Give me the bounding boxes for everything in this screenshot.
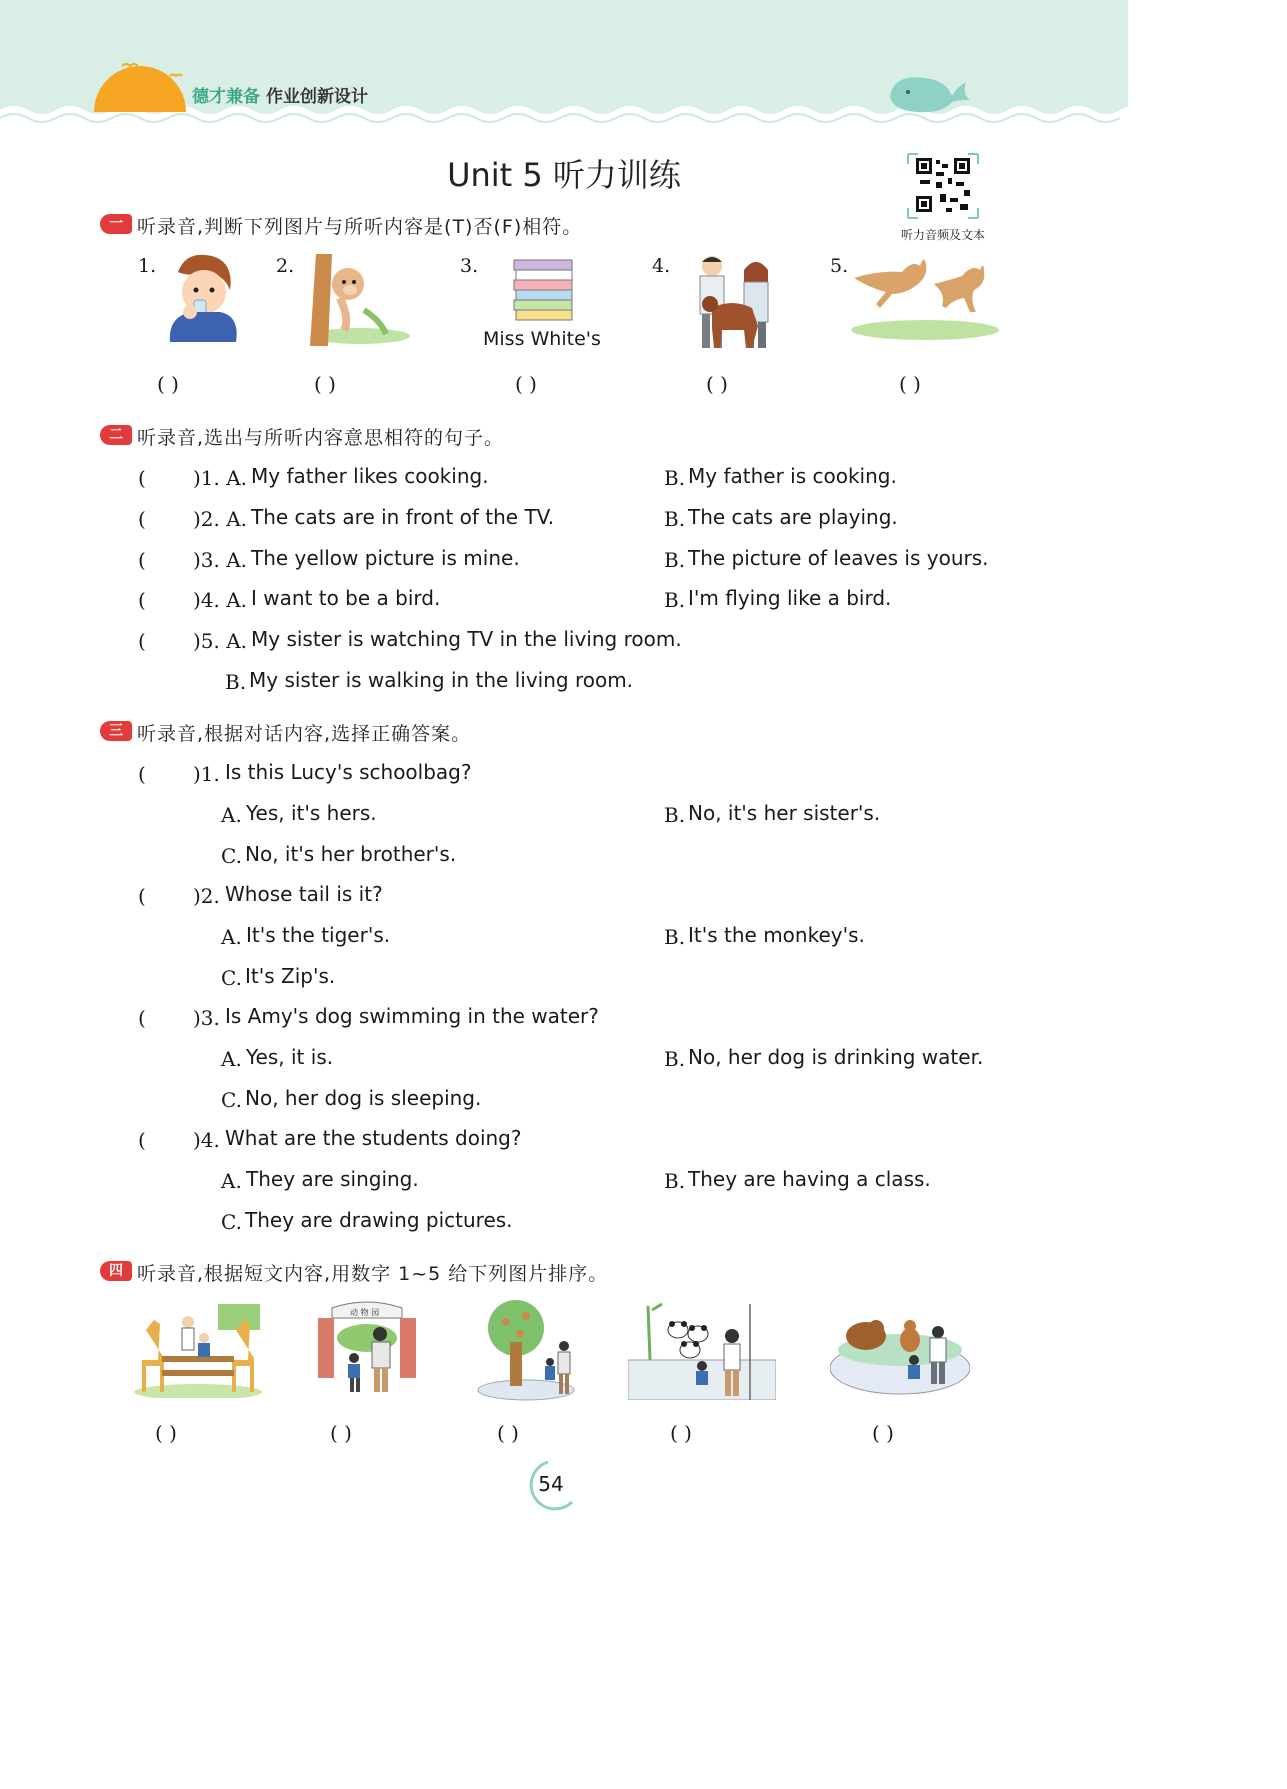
section-title-1: 听录音,判断下列图片与所听内容是(T)否(F)相符。 bbox=[137, 216, 583, 238]
monkeys-tree-picture bbox=[476, 1298, 576, 1402]
item-number-1: 1. bbox=[138, 255, 157, 277]
option-c-label: C. bbox=[221, 966, 242, 990]
item-number: )2. A. bbox=[193, 507, 248, 531]
option-b-text: The picture of leaves is yours. bbox=[688, 546, 989, 570]
option-b-label: B. bbox=[664, 925, 686, 949]
qr-label: 听力音频及文本 bbox=[900, 228, 985, 242]
section-title-2: 听录音,选出与所听内容意思相符的句子。 bbox=[137, 427, 505, 449]
option-a-text: Yes, it is. bbox=[246, 1045, 334, 1069]
order-blank-5[interactable]: ( ) bbox=[872, 1421, 894, 1445]
option-a-text: The cats are in front of the TV. bbox=[251, 505, 555, 529]
option-a-text: It's the tiger's. bbox=[246, 923, 391, 947]
question-text: Whose tail is it? bbox=[225, 882, 383, 906]
question-number: )3. bbox=[193, 1006, 220, 1030]
option-c-text: No, her dog is sleeping. bbox=[245, 1086, 482, 1110]
monkey-tree-picture bbox=[298, 250, 410, 346]
section-title-4: 听录音,根据短文内容,用数字 1~5 给下列图片排序。 bbox=[137, 1263, 609, 1285]
option-c-text: No, it's her brother's. bbox=[245, 842, 457, 866]
section-badge-1: 一 bbox=[100, 214, 132, 234]
section-badge-2: 二 bbox=[100, 425, 132, 445]
section-title-3: 听录音,根据对话内容,选择正确答案。 bbox=[137, 723, 472, 745]
answer-open-paren[interactable]: ( bbox=[138, 884, 146, 908]
people-with-dog-picture bbox=[682, 252, 786, 356]
option-a-text: I want to be a bird. bbox=[251, 586, 441, 610]
order-blank-3[interactable]: ( ) bbox=[497, 1421, 519, 1445]
zoo-gate-picture bbox=[312, 1298, 422, 1398]
option-b-text: They are having a class. bbox=[688, 1167, 931, 1191]
option-b-text: No, her dog is drinking water. bbox=[688, 1045, 984, 1069]
brand-title bbox=[192, 82, 368, 107]
question-number: )1. bbox=[193, 762, 220, 786]
brand-dark: 作业创新设计 bbox=[266, 87, 368, 107]
question-text: Is Amy's dog swimming in the water? bbox=[225, 1004, 599, 1028]
giraffes-scene-picture bbox=[132, 1300, 262, 1398]
question-text: What are the students doing? bbox=[225, 1126, 522, 1150]
whale-icon bbox=[884, 66, 976, 116]
option-c-text: They are drawing pictures. bbox=[245, 1208, 513, 1232]
option-b-text: My father is cooking. bbox=[688, 464, 897, 488]
answer-open-paren[interactable]: ( bbox=[138, 507, 146, 531]
kangaroos-picture bbox=[850, 250, 1000, 346]
option-a-text: They are singing. bbox=[246, 1167, 419, 1191]
answer-open-paren[interactable]: ( bbox=[138, 588, 146, 612]
pandas-picture bbox=[628, 1300, 776, 1400]
answer-blank-2[interactable]: ( ) bbox=[314, 372, 336, 396]
option-a-label: A. bbox=[221, 925, 242, 949]
item-number: )4. A. bbox=[193, 588, 248, 612]
answer-open-paren[interactable]: ( bbox=[138, 548, 146, 572]
question-number: )4. bbox=[193, 1128, 220, 1152]
bears-picture bbox=[830, 1306, 970, 1396]
option-b-text: My sister is walking in the living room. bbox=[249, 668, 634, 692]
answer-blank-4[interactable]: ( ) bbox=[706, 372, 728, 396]
option-c-label: C. bbox=[221, 844, 242, 868]
qr-code[interactable] bbox=[906, 152, 980, 220]
item-number-4: 4. bbox=[652, 255, 671, 277]
svg-text:动 物 园: 动 物 园 bbox=[350, 1308, 380, 1317]
option-a-label: A. bbox=[221, 1047, 242, 1071]
option-c-label: C. bbox=[221, 1210, 242, 1234]
option-a-text: My father likes cooking. bbox=[251, 464, 489, 488]
option-c-text: It's Zip's. bbox=[245, 964, 336, 988]
answer-open-paren[interactable]: ( bbox=[138, 762, 146, 786]
answer-open-paren[interactable]: ( bbox=[138, 1128, 146, 1152]
answer-open-paren[interactable]: ( bbox=[138, 466, 146, 490]
option-a-text: The yellow picture is mine. bbox=[251, 546, 520, 570]
option-b-label: B. bbox=[664, 466, 686, 490]
option-b-label: B. bbox=[225, 670, 247, 694]
brand-colored: 德才兼备 bbox=[192, 87, 260, 107]
option-b-text: No, it's her sister's. bbox=[688, 801, 881, 825]
books-picture bbox=[510, 254, 578, 326]
answer-blank-3[interactable]: ( ) bbox=[515, 372, 537, 396]
item-number-3: 3. bbox=[460, 255, 479, 277]
question-text: Is this Lucy's schoolbag? bbox=[225, 760, 472, 784]
option-b-label: B. bbox=[664, 1169, 686, 1193]
order-blank-4[interactable]: ( ) bbox=[670, 1421, 692, 1445]
option-a-label: A. bbox=[221, 1169, 242, 1193]
answer-blank-5[interactable]: ( ) bbox=[899, 372, 921, 396]
option-b-text: The cats are playing. bbox=[688, 505, 898, 529]
option-c-label: C. bbox=[221, 1088, 242, 1112]
option-b-text: It's the monkey's. bbox=[688, 923, 865, 947]
item-number-2: 2. bbox=[276, 255, 295, 277]
page-title: Unit 5 听力训练 bbox=[447, 156, 681, 194]
option-b-label: B. bbox=[664, 803, 686, 827]
answer-blank-1[interactable]: ( ) bbox=[157, 372, 179, 396]
option-a-label: A. bbox=[221, 803, 242, 827]
option-b-label: B. bbox=[664, 1047, 686, 1071]
order-blank-1[interactable]: ( ) bbox=[155, 1421, 177, 1445]
order-blank-2[interactable]: ( ) bbox=[330, 1421, 352, 1445]
item-number: )5. A. bbox=[193, 629, 248, 653]
item-number-5: 5. bbox=[830, 255, 849, 277]
question-number: )2. bbox=[193, 884, 220, 908]
page-number: 54 bbox=[538, 1472, 564, 1496]
answer-open-paren[interactable]: ( bbox=[138, 629, 146, 653]
option-b-label: B. bbox=[664, 507, 686, 531]
option-b-text: I'm flying like a bird. bbox=[688, 586, 892, 610]
item-number: )1. A. bbox=[193, 466, 248, 490]
sun-icon bbox=[92, 62, 188, 116]
answer-open-paren[interactable]: ( bbox=[138, 1006, 146, 1030]
boy-drinking-picture bbox=[156, 250, 240, 342]
section-badge-3: 三 bbox=[100, 721, 132, 741]
option-b-label: B. bbox=[664, 588, 686, 612]
option-a-text: My sister is watching TV in the living room. bbox=[251, 627, 682, 651]
option-b-label: B. bbox=[664, 548, 686, 572]
item-number: )3. A. bbox=[193, 548, 248, 572]
option-a-text: Yes, it's hers. bbox=[246, 801, 377, 825]
picture-caption-miss-white: Miss White's bbox=[483, 328, 601, 350]
section-badge-4: 四 bbox=[100, 1261, 132, 1281]
